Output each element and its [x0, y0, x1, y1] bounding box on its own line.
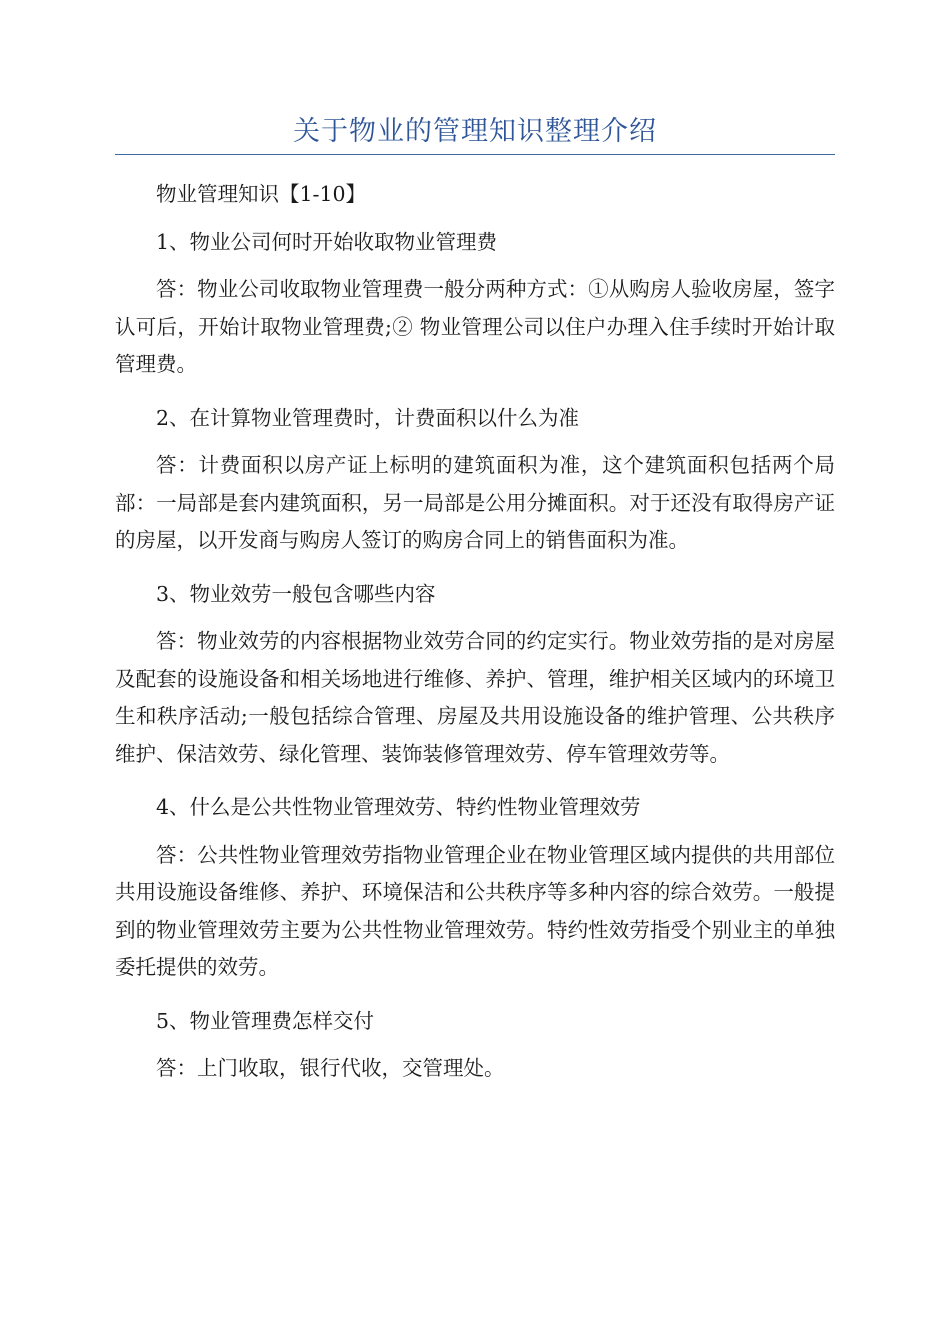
section-heading: 物业管理知识【1-10】 [156, 182, 367, 206]
document-body [115, 176, 835, 1104]
answer-4: 答：公共性物业管理效劳指物业管理企业在物业管理区域内提供的共用部位共用设施设备维修、养护、环境保洁和公共秩序等多种内容的综合效劳。一般提到的物业管理效劳主要为公共性物业管理效劳。特约性效劳指受个别业主的单独委托提供的效劳。 [115, 842, 835, 979]
answer-3: 答：物业效劳的内容根据物业效劳合同的约定实行。物业效劳指的是对房屋及配套的设施设备和相关场地进行维修、养护、管理，维护相关区域内的环境卫生和秩序活动;一般包括综合管理、房屋及共用设施设备的维护管理、公共秩序维护、保洁效劳、绿化管理、装饰装修管理效劳、停车管理效劳等。 [115, 629, 835, 766]
question-1: 1、物业公司何时开始收取物业管理费 [156, 229, 498, 254]
question-2: 2、在计算物业管理费时，计费面积以什么为准 [156, 405, 580, 430]
question-3: 3、物业效劳一般包含哪些内容 [156, 581, 436, 606]
answer-5: 答：上门收取，银行代收，交管理处。 [156, 1056, 505, 1080]
answer-1: 答：物业公司收取物业管理费一般分两种方式：①从购房人验收房屋，签字认可后，开始计取物业管理费;② 物业管理公司以住户办理入住手续时开始计取管理费。 [115, 277, 835, 376]
question-5: 5、物业管理费怎样交付 [156, 1008, 375, 1033]
page-title: 关于物业的管理知识整理介绍 [293, 116, 657, 147]
question-4: 4、什么是公共性物业管理效劳、特约性物业管理效劳 [156, 795, 641, 819]
answer-2: 答：计费面积以房产证上标明的建筑面积为准，这个建筑面积包括两个局部：一局部是套内建筑面积，另一局部是公用分摊面积。对于还没有取得房产证的房屋，以开发商与购房人签订的购房合同上的销售面积为准。 [115, 453, 835, 552]
title-underline [115, 154, 835, 155]
